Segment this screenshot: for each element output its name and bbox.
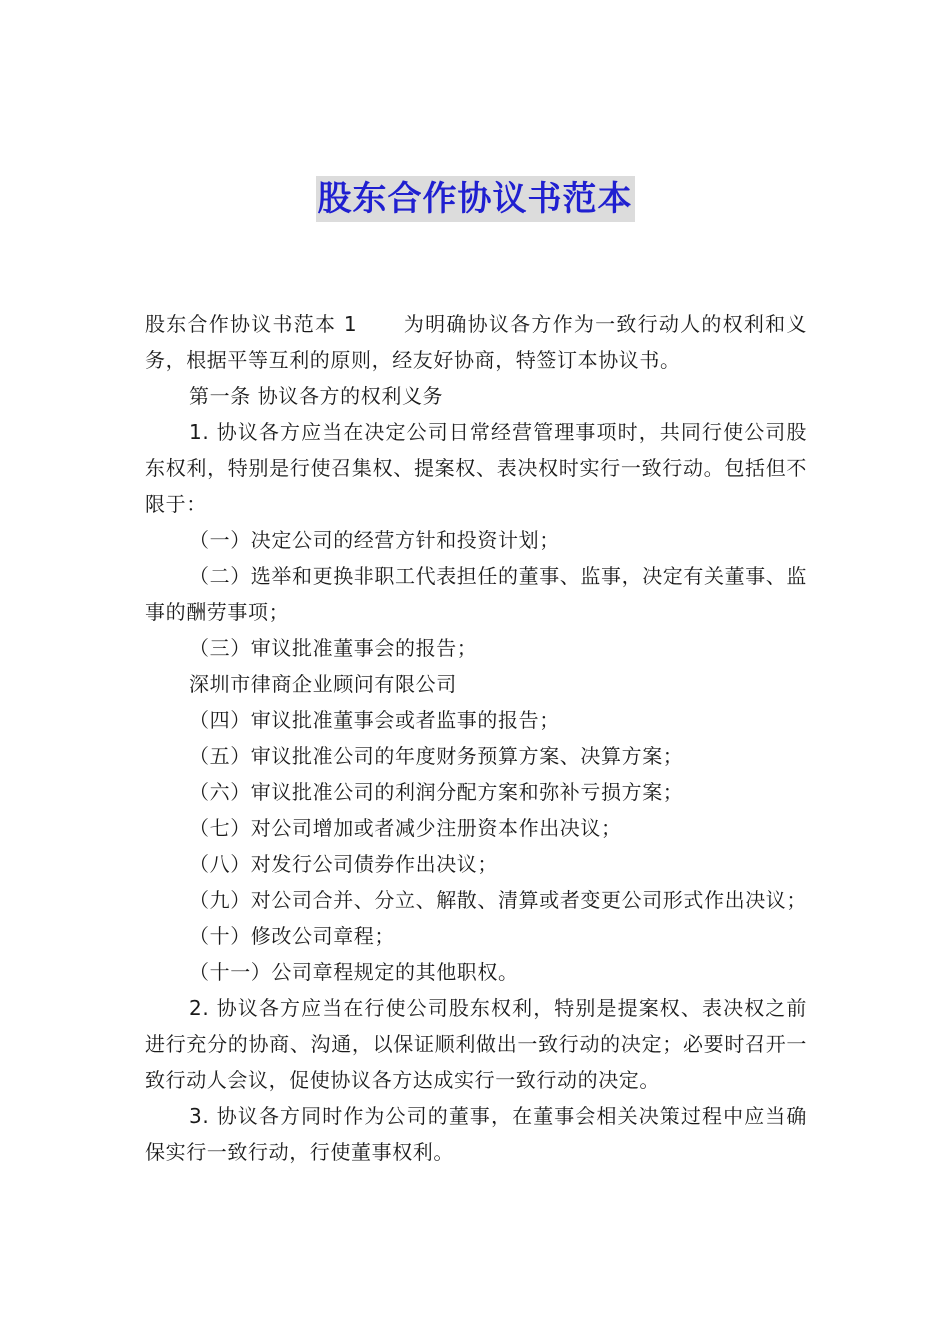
title-container — [0, 176, 950, 222]
document-body — [145, 306, 807, 1170]
article-heading: 第一条 协议各方的权利义务 — [189, 384, 444, 408]
document-title: 股东合作协议书范本 — [316, 176, 635, 222]
paragraph-intro — [145, 306, 807, 378]
item-4: （四）审议批准董事会或者监事的报告； — [189, 708, 560, 732]
clause-3: 3. 协议各方同时作为公司的董事，在董事会相关决策过程中应当确保实行一致行动，行使董事权利。 — [145, 1104, 807, 1164]
clause-1: 1. 协议各方应当在决定公司日常经营管理事项时，共同行使公司股东权利，特别是行使召集权、提案权、表决权时实行一致行动。包括但不限于： — [145, 420, 807, 516]
item-5: （五）审议批准公司的年度财务预算方案、决算方案； — [189, 744, 684, 768]
item-8: （八）对发行公司债券作出决议； — [189, 852, 498, 876]
item-3: （三）审议批准董事会的报告； — [189, 636, 478, 660]
company-watermark-line: 深圳市律商企业顾问有限公司 — [189, 672, 457, 696]
item-1: （一）决定公司的经营方针和投资计划； — [189, 528, 560, 552]
item-6: （六）审议批准公司的利润分配方案和弥补亏损方案； — [189, 780, 684, 804]
intro-text: 为明确协议各方作为一致行动人的权利和义务，根据平等互利的原则，经友好协商，特签订本协议书。 — [145, 312, 807, 372]
intro-lead: 股东合作协议书范本 1 — [145, 312, 358, 336]
item-9: （九）对公司合并、分立、解散、清算或者变更公司形式作出决议； — [189, 888, 807, 912]
item-7: （七）对公司增加或者减少注册资本作出决议； — [189, 816, 622, 840]
item-11: （十一）公司章程规定的其他职权。 — [189, 960, 519, 984]
item-2: （二）选举和更换非职工代表担任的董事、监事，决定有关董事、监事的酬劳事项； — [145, 564, 807, 624]
clause-2: 2. 协议各方应当在行使公司股东权利，特别是提案权、表决权之前进行充分的协商、沟通，以保证顺利做出一致行动的决定；必要时召开一致行动人会议，促使协议各方达成实行一致行动的决定。 — [145, 996, 807, 1092]
item-10: （十）修改公司章程； — [189, 924, 395, 948]
